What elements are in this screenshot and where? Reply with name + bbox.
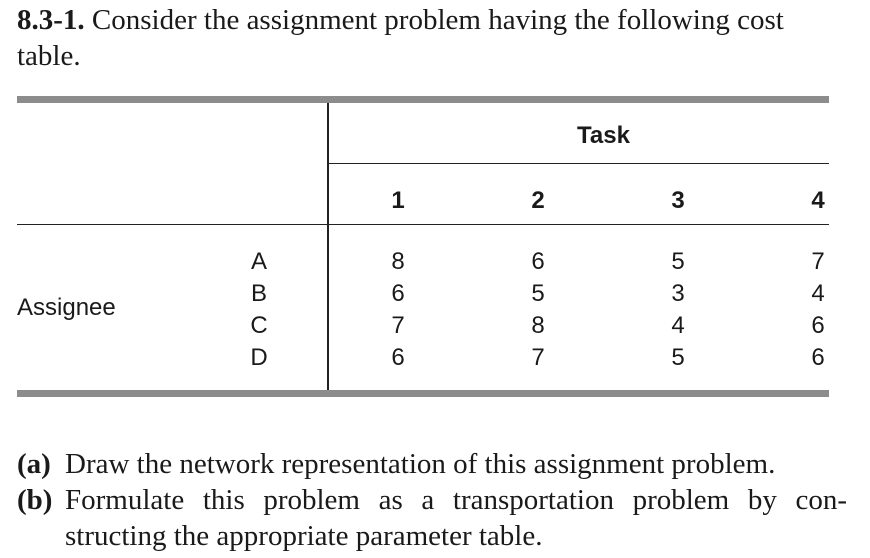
- cost-cell: 6: [531, 248, 545, 275]
- assignee-label: Assignee: [17, 294, 116, 321]
- assignee-a: A: [250, 248, 267, 275]
- task-underline-rule: [329, 163, 829, 164]
- part-a: [17, 446, 847, 482]
- cost-cell: 3: [671, 280, 685, 307]
- cost-cell: 6: [811, 312, 825, 339]
- part-a-label: (a): [17, 448, 51, 480]
- cost-cell: 7: [531, 344, 545, 371]
- part-b: [17, 482, 847, 554]
- assignee-d: D: [250, 344, 268, 371]
- cost-table: [17, 96, 829, 398]
- table-vertical-rule: [327, 103, 329, 390]
- assignee-b: B: [250, 280, 267, 307]
- cost-cell: 6: [391, 280, 405, 307]
- cost-cell: 6: [811, 344, 825, 371]
- column-header-4: 4: [811, 187, 825, 214]
- cost-cell: 7: [391, 312, 405, 339]
- table-bottom-rule: [17, 390, 829, 397]
- assignee-c: C: [250, 312, 268, 339]
- column-header-3: 3: [671, 187, 685, 214]
- problem-parts: [17, 446, 847, 554]
- cost-cell: 5: [531, 280, 545, 307]
- cost-cell: 5: [671, 248, 685, 275]
- part-b-label: (b): [17, 484, 53, 516]
- cost-cell: 4: [811, 280, 825, 307]
- problem-statement: [17, 2, 847, 74]
- table-top-rule: [17, 96, 829, 103]
- cost-cell: 6: [391, 344, 405, 371]
- header-rule: [17, 224, 829, 225]
- cost-cell: 4: [671, 312, 685, 339]
- column-header-2: 2: [531, 187, 545, 214]
- cost-cell: 8: [531, 312, 545, 339]
- task-header: Task: [577, 122, 630, 149]
- cost-cell: 8: [391, 248, 405, 275]
- column-header-1: 1: [391, 187, 405, 214]
- problem-text: Consider the assignment problem having the following cost table.: [17, 4, 784, 72]
- part-b-text: Formulate this problem as a transportation problem by con-structing the appropriate parameter table.: [65, 484, 847, 552]
- cost-cell: 7: [811, 248, 825, 275]
- part-a-text: Draw the network representation of this assignment problem.: [65, 448, 776, 480]
- cost-cell: 5: [671, 344, 685, 371]
- problem-number: 8.3-1.: [17, 4, 85, 36]
